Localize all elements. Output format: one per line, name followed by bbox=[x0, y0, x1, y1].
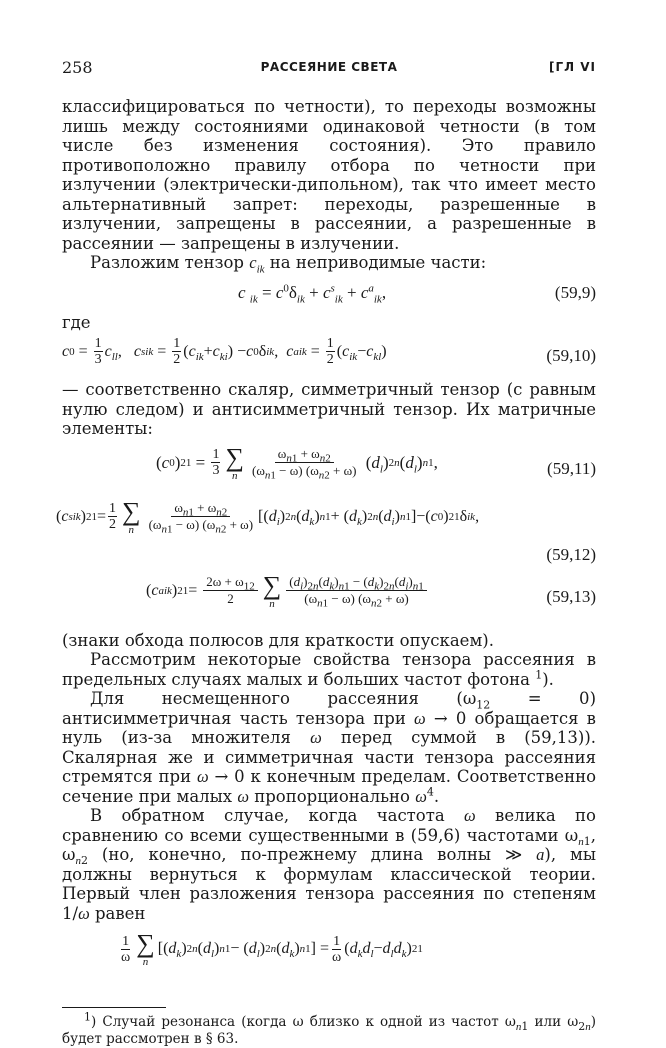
label-gde: где bbox=[62, 312, 91, 332]
paragraph-1: классифицироваться по четности), то переходы возможны лишь между состояниями одинаковой четности (в том числе без изменения состояния). Это правило противоположно правилу отбора по четности при излучении (электрически-дипольном), так что имеет место альтернативный запрет: переходы, разрешенные в излучении, запрещены в рассеянии, а разрешенные в рассеянии — запрещены в излучении. bbox=[62, 97, 596, 253]
equation-59-10: c 0 = $\frac{1}{3}$ $c_{ll}$ , c s ik = $\frac{1}{2}$ ( $c_{ik}$ + $c_{ki}$ ) − c 0 δ ik , c a ik = $\frac{1}{2}$ ( $c_{ik}$ − $c_{kl}$ ) (59,10) bbox=[62, 336, 596, 367]
page-number: 258 bbox=[62, 58, 93, 77]
equation-number: (59,13) bbox=[546, 586, 596, 606]
equation-number: (59,9) bbox=[554, 282, 596, 302]
paragraph-2: Разложим тензор $c_{ik}$ на неприводимые части: bbox=[90, 253, 487, 276]
equation-59-13: ( c a ik ) 21 = $\frac{2\omega + \omega_{12}}{2}$ ∑ n $\frac{(d_i)_{2n}(d_k)_{n1} - (d_k)_{2n}(d_i)_{n1}}{(\omega_{n1} - \omega) (\omega_{n2} + \omega)}$ (59,13) bbox=[146, 570, 596, 610]
paragraph-6: Для несмещенного рассеяния $(\omega_{12} = 0)$ антисимметричная часть тензора при ω → 0 обращается в нуль (из-за множителя ω перед суммой в (59,13)). Скалярная же и симметричная части тензора рассеяния стремятся при ω → 0 к конечным пределам. Соответственно сечение при малых ω пропорционально $\omega^4$. bbox=[62, 689, 597, 806]
equation-number: (59,12) bbox=[546, 544, 596, 564]
paragraph-3: — соответственно скаляр, симметричный тензор (с равным нулю следом) и антисимметричный тензор. Их матричные элементы: bbox=[62, 380, 596, 438]
paragraph-4: (знаки обхода полюсов для краткости опускаем). bbox=[62, 630, 494, 650]
equation-number: (59,10) bbox=[546, 346, 596, 365]
equation-59-12: ( c s ik ) 21 = $\frac{1}{2}$ ∑ n $\frac{\omega_{n1} + \omega_{n2}}{(\omega_{n1} - \omega) (\omega_{n2} + \omega)}$ [( $d_i$ ) 2n ( $d_k$ ) n1 + ( $d_k$ ) 2n ( $d_i$ ) n1 ]−( c 0 ) 21 δ ik , (59,12) bbox=[56, 496, 596, 564]
page bbox=[56, 58, 597, 1048]
running-title: РАССЕЯНИЕ СВЕТА bbox=[260, 60, 398, 74]
text-body bbox=[56, 97, 597, 1048]
equation-number: (59,11) bbox=[547, 458, 596, 478]
equation-59-11: ( c 0 ) 21 = $\frac{1}{3}$ ∑ n $\frac{\omega_{n1} + \omega_{n2}}{(\omega_{n1} - \omega) (\omega_{n2} + \omega)}$ ( $d_l$ ) 2n ( $d_l$ ) n1 , (59,11) bbox=[156, 442, 596, 482]
paragraph-5: Рассмотрим некоторые свойства тензора рассеяния в предельных случаях малых и больших частот фотона $^1$). bbox=[62, 650, 596, 689]
equation-unnumbered: $\frac{1}{\omega}$ ∑ n [( $d_k$ ) 2n ( $d_l$ ) n1 − ( $d_l$ ) 2n ( $d_k$ ) n1 ] = $\frac{1}{\omega}$ ( $d_kd_l$ − $d_ld_k$ ) 21 bbox=[121, 929, 423, 968]
page-header bbox=[62, 58, 596, 84]
chapter-label: [ГЛ VI bbox=[548, 60, 596, 74]
equation-59-9: c $_{ik} = c^0\delta_{ik} + c^s_{ik} + c^a_{ik}$, (59,9) bbox=[238, 281, 596, 305]
paragraph-7: В обратном случае, когда частота ω велика по сравнению со всеми существенными в (59,6) частотами $\omega_{n1}$, $\omega_{n2}$ (но, конечно, по-прежнему длина волны ≫ a), мы должны вернуться к формулам классической теории. Первый член разложения тензора рассеяния по степеням 1/ω равен bbox=[62, 806, 596, 923]
footnote-divider bbox=[62, 1007, 166, 1008]
footnote: $^1$) Случай резонанса (когда ω близко к одной из частот $\omega_{n1}$ или $\omega_{2n}$) будет рассмотрен в § 63. bbox=[62, 1010, 596, 1047]
